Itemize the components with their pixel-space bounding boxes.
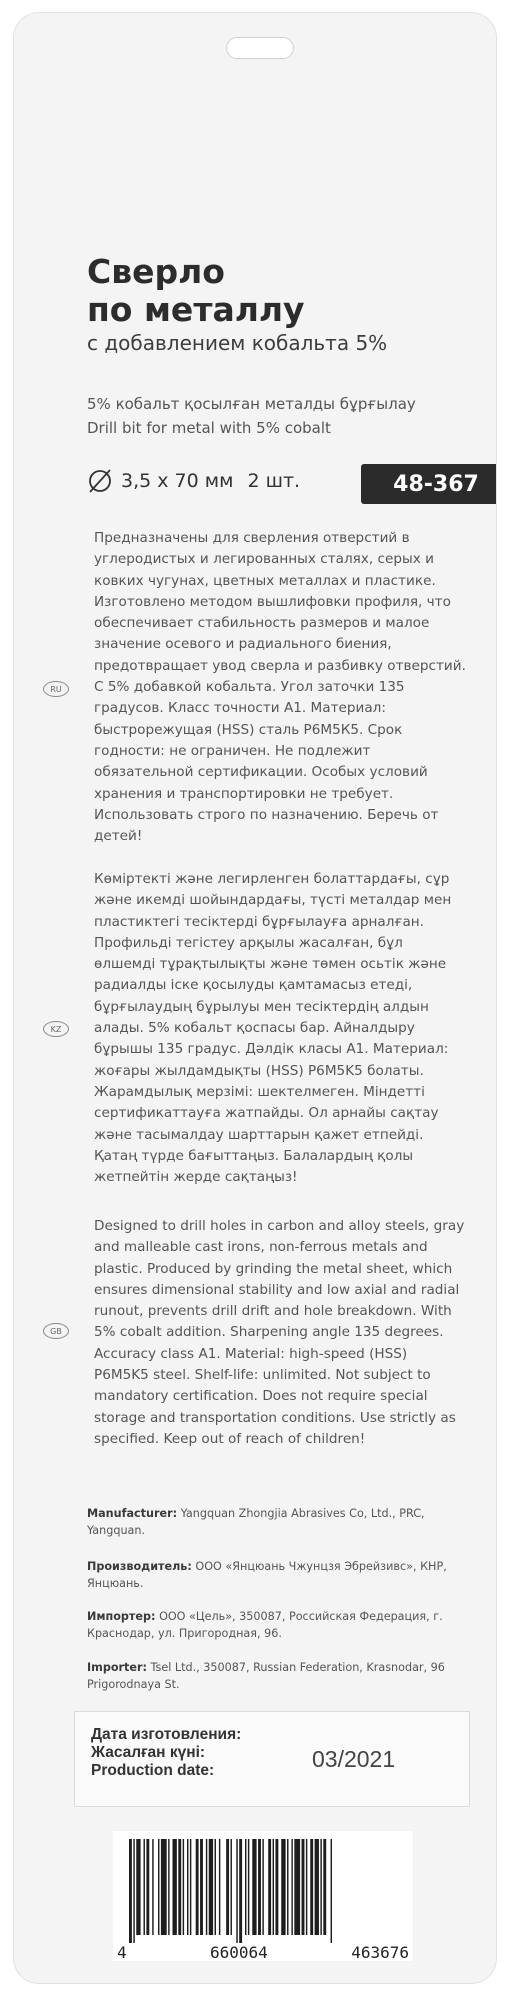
- production-date-value: 03/2021: [312, 1746, 396, 1772]
- barcode-digit-first: 4: [117, 1943, 127, 1962]
- barcode-bar: [133, 1839, 134, 1943]
- barcode-bar: [158, 1839, 159, 1935]
- product-name-kz: 5% кобальт қосылған металды бұрғылау: [87, 395, 416, 413]
- barcode-bar: [268, 1839, 271, 1935]
- product-title: [87, 253, 305, 329]
- importer-en-label: Importer:: [87, 1661, 147, 1674]
- barcode-bar: [287, 1839, 288, 1935]
- barcode-bar: [236, 1839, 237, 1943]
- importer-ru-text: ООО «Цель», 350087, Российская Федерация, г. Краснодар, ул. Пригородная, 96.: [87, 1610, 443, 1640]
- barcode-digits-left: 660064: [210, 1943, 268, 1962]
- barcode-bar: [146, 1839, 149, 1935]
- barcode-bar: [152, 1839, 153, 1935]
- product-name-en: Drill bit for metal with 5% cobalt: [87, 419, 331, 437]
- barcode-bar: [331, 1839, 332, 1943]
- producer-text: ООО «Янцюань Чжунцзя Эбрейзивс», КНР, Янцюань.: [87, 1560, 447, 1590]
- barcode-bar: [200, 1839, 203, 1935]
- lang-badge-gb: GB: [43, 1323, 69, 1339]
- barcode-bar: [183, 1839, 184, 1935]
- barcode-bar: [161, 1839, 167, 1935]
- product-subtitle: с добавлением кобальта 5%: [87, 331, 388, 355]
- barcode-bar: [258, 1839, 261, 1935]
- size-text: 3,5 х 70 мм: [121, 470, 234, 492]
- barcode-bar: [209, 1839, 213, 1935]
- barcode-bar: [129, 1839, 132, 1943]
- producer-info: [87, 1558, 477, 1592]
- barcode-bar: [248, 1839, 249, 1935]
- barcode-bar: [252, 1839, 256, 1935]
- barcode-bar: [281, 1839, 285, 1935]
- manufacturer-text: Yangquan Zhongjia Abrasives Co, Ltd., PRC, Yangquan.: [87, 1507, 425, 1537]
- lang-badge-kz: KZ: [43, 1021, 69, 1037]
- barcode-bar: [144, 1839, 145, 1935]
- barcode-bar: [310, 1839, 313, 1935]
- barcode-bar: [239, 1839, 242, 1943]
- barcode-bar: [273, 1839, 274, 1935]
- barcode-bar: [196, 1839, 199, 1935]
- importer-en-info: [87, 1659, 477, 1693]
- barcode-digits: [113, 1943, 413, 1962]
- barcode-bar: [245, 1839, 246, 1935]
- barcode-bar: [178, 1839, 181, 1935]
- barcode-bar: [173, 1839, 177, 1935]
- barcode-bar: [187, 1839, 188, 1935]
- diameter-icon: [87, 468, 113, 494]
- title-line-2: по металлу: [87, 290, 305, 329]
- packaging-card: [13, 12, 497, 1984]
- barcode-bar: [262, 1839, 263, 1935]
- description-kz: Көміртекті және легирленген болаттардағы, сұр және икемді шойындардағы, түсті металдар мен пластиктегі тесіктерді бұрғылауға арналған. Профильді тегістеу арқылы жасалған, бұл өлшемді тұрақтылықты және төмен осьтік және радиалды іске қосылуды қамтамасыз етеді, бұрғылаудың бұрылуы мен тесіктердің алдын алады. 5% кобальт қоспасы бар. Айналдыру бұрышы 135 градус. Дәлдік класы А1. Материал: жоғары жылдамдықты (HSS) P6M5K5 болаты. Жарамдылық мерзімі: шектелмеген. Міндетті сертификаттауға жатпайды. Ол арнайы сақтау және тасымалдау шарттарын қажет етпейді. Қатаң түрде бағыттаңыз. Балалардың қолы жетпейтін жерде сақтаңыз!: [94, 871, 452, 1186]
- importer-en-text: Tsel Ltd., 350087, Russian Federation, Krasnodar, 96 Prigorodnaya St.: [87, 1661, 445, 1691]
- barcode-bar: [302, 1839, 305, 1935]
- barcode: [113, 1831, 413, 1961]
- barcode-bar: [294, 1839, 300, 1935]
- production-date-label-en: Production date:: [91, 1762, 215, 1779]
- barcode-digits-right: 463676: [351, 1943, 409, 1962]
- quantity-text: 2 шт.: [247, 470, 301, 492]
- producer-label: Производитель:: [87, 1560, 192, 1573]
- production-date-box: [74, 1711, 470, 1807]
- production-date-label-ru: Дата изготовления:: [91, 1726, 242, 1743]
- barcode-bar: [136, 1839, 140, 1935]
- barcode-bar: [320, 1839, 321, 1935]
- importer-ru-label: Импортер:: [87, 1610, 156, 1623]
- production-date-label-kz: Жасалған күні:: [91, 1744, 206, 1761]
- importer-ru-info: [87, 1608, 477, 1642]
- description-ru: Предназначены для сверления отверстий в углеродистых и легированных сталях, серых и ковких чугунах, цветных металлах и пластике. Изготовлено методом вышлифовки профиля, что обеспечивает стабильность размеров и малое значение осевого и радиального биения, предотвращает увод сверла и разбивку отверстий. С 5% добавкой кобальта. Угол заточки 135 градусов. Класс точности А1. Материал: быстрорежущая (HSS) сталь Р6М5К5. Срок годности: не ограничен. Не подлежит обязательной сертификации. Особых условий хранения и транспортировки не требует. Использовать строго по назначению. Беречь от детей!: [94, 530, 466, 845]
- barcode-bar: [323, 1839, 326, 1935]
- barcode-bars: [123, 1839, 403, 1943]
- barcode-bar: [215, 1839, 216, 1935]
- title-line-1: Сверло: [87, 252, 225, 291]
- barcode-bar: [315, 1839, 319, 1935]
- hang-hole: [226, 37, 294, 59]
- manufacturer-label: Manufacturer:: [87, 1507, 178, 1520]
- lang-badge-ru: RU: [43, 681, 69, 697]
- barcode-bar: [275, 1839, 278, 1935]
- barcode-bar: [190, 1839, 191, 1935]
- barcode-bar: [226, 1839, 229, 1935]
- barcode-bar: [206, 1839, 207, 1935]
- production-date-labels: [91, 1726, 241, 1780]
- sku-badge: 48-367: [361, 464, 497, 504]
- barcode-bar: [219, 1839, 220, 1935]
- barcode-bar: [291, 1839, 292, 1935]
- description-en: Designed to drill holes in carbon and alloy steels, gray and malleable cast irons, non-ferrous metals and plastic. Produced by grinding the metal sheet, which ensures dimensional stability and low axial and radial runout, prevents drill drift and hole breakdown. With 5% cobalt addition. Sharpening angle 135 degrees. Accuracy class A1. Material: high-speed (HSS) P6M5K5 steel. Shelf-life: unlimited. Not subject to mandatory certification. Does not require special storage and transportation conditions. Use strictly as specified. Keep out of reach of children!: [94, 1218, 465, 1447]
- barcode-bar: [168, 1839, 169, 1935]
- barcode-bar: [231, 1839, 232, 1935]
- manufacturer-info: [87, 1505, 477, 1539]
- barcode-bar: [306, 1839, 307, 1935]
